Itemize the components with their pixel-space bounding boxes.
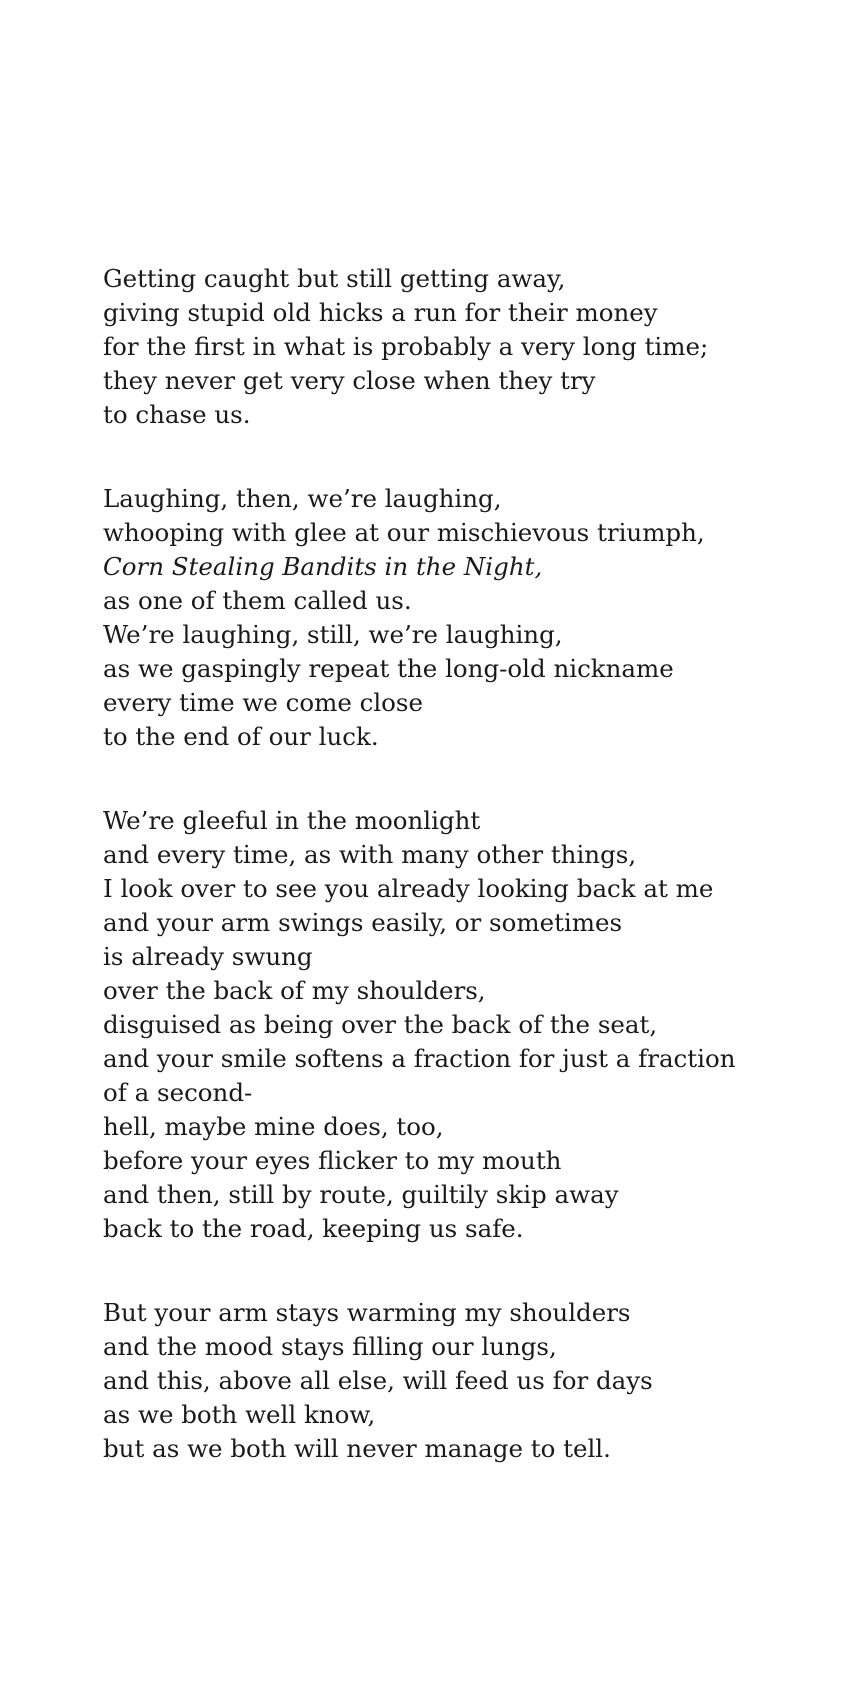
stanza-1 (103, 262, 823, 432)
poem-line: before your eyes flicker to my mouth (103, 1146, 562, 1175)
poem-line: and every time, as with many other things, (103, 840, 637, 869)
poem-line: for the first in what is probably a very long time; (103, 332, 709, 361)
poem (103, 262, 823, 1516)
poem-line: is already swung (103, 942, 313, 971)
poem-line: as one of them called us. (103, 586, 412, 615)
poem-line: as we gaspingly repeat the long-old nickname (103, 654, 674, 683)
poem-line: and this, above all else, will feed us for days (103, 1366, 653, 1395)
poem-line: back to the road, keeping us safe. (103, 1214, 524, 1243)
poem-line: of a second- (103, 1078, 253, 1107)
poem-line: and the mood stays filling our lungs, (103, 1332, 557, 1361)
poem-line: to the end of our luck. (103, 722, 379, 751)
poem-line: but as we both will never manage to tell. (103, 1434, 611, 1463)
poem-line: hell, maybe mine does, too, (103, 1112, 444, 1141)
poem-line: But your arm stays warming my shoulders (103, 1298, 631, 1327)
stanza-2 (103, 482, 823, 754)
poem-line: and then, still by route, guiltily skip away (103, 1180, 619, 1209)
poem-line: and your smile softens a fraction for just a fraction (103, 1044, 736, 1073)
poem-line: as we both well know, (103, 1400, 376, 1429)
poem-line: I look over to see you already looking back at me (103, 874, 714, 903)
poem-line: they never get very close when they try (103, 366, 596, 395)
poem-line: Laughing, then, we’re laughing, (103, 484, 502, 513)
poem-line: over the back of my shoulders, (103, 976, 486, 1005)
poem-line: Getting caught but still getting away, (103, 264, 566, 293)
poem-line: giving stupid old hicks a run for their money (103, 298, 658, 327)
poem-line: and your arm swings easily, or sometimes (103, 908, 623, 937)
stanza-3 (103, 804, 823, 1246)
poem-line: disguised as being over the back of the seat, (103, 1010, 658, 1039)
poem-line: We’re laughing, still, we’re laughing, (103, 620, 563, 649)
poem-line: to chase us. (103, 400, 251, 429)
poem-line: every time we come close (103, 688, 424, 717)
poem-line-italic: Corn Stealing Bandits in the Night, (103, 552, 543, 581)
poem-line: We’re gleeful in the moonlight (103, 806, 481, 835)
poem-line: whooping with glee at our mischievous triumph, (103, 518, 705, 547)
stanza-4 (103, 1296, 823, 1466)
